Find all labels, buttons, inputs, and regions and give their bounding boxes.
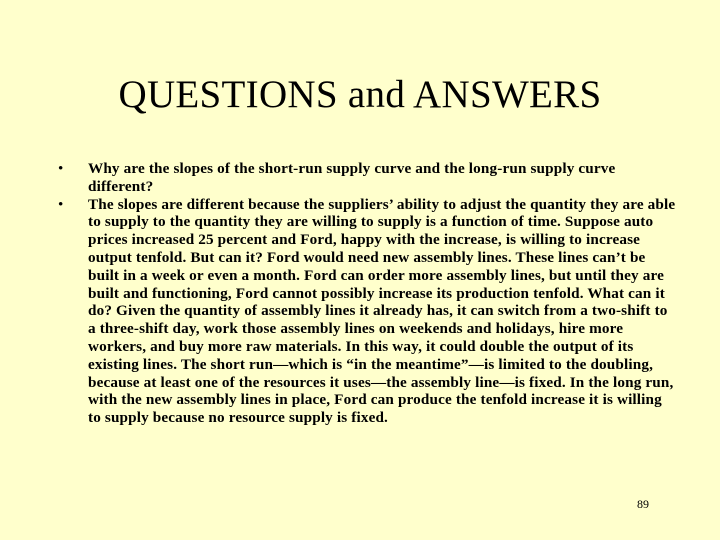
page-number: 89 (637, 497, 649, 511)
bullet-marker: • (58, 195, 64, 213)
bullet-list (58, 160, 678, 427)
slide-title: QUESTIONS and ANSWERS (118, 73, 602, 116)
bullet-answer (58, 196, 678, 427)
bullet-question (58, 160, 678, 196)
answer-text: The slopes are different because the suppliers’ ability to adjust the quantity they are able to supply to the quantity they are willing to supply is a function of time. Suppose auto prices increased 25 percent and Ford, happy with the increase, is willing to increase output tenfold. But can it? Ford would need new assembly lines. These lines can’t be built in a week or even a month. Ford can order more assembly lines, but until they are built and functioning, Ford cannot possibly increase its production tenfold. What can it do? Given the quantity of assembly lines it already has, it can switch from a two-shift to a three-shift day, work those assembly lines on weekends and holidays, hire more workers, and buy more raw materials. In this way, it could double the output of its existing lines. The short run—which is “in the meantime”—is limited to the doubling, because at least one of the resources it uses—the assembly line—is fixed. In the long run, with the new assembly lines in place, Ford can produce the tenfold increase it is willing to supply because no resource supply is fixed. (88, 195, 676, 427)
question-text: Why are the slopes of the short-run supply curve and the long-run supply curve different? (88, 160, 616, 195)
bullet-marker: • (58, 160, 64, 177)
